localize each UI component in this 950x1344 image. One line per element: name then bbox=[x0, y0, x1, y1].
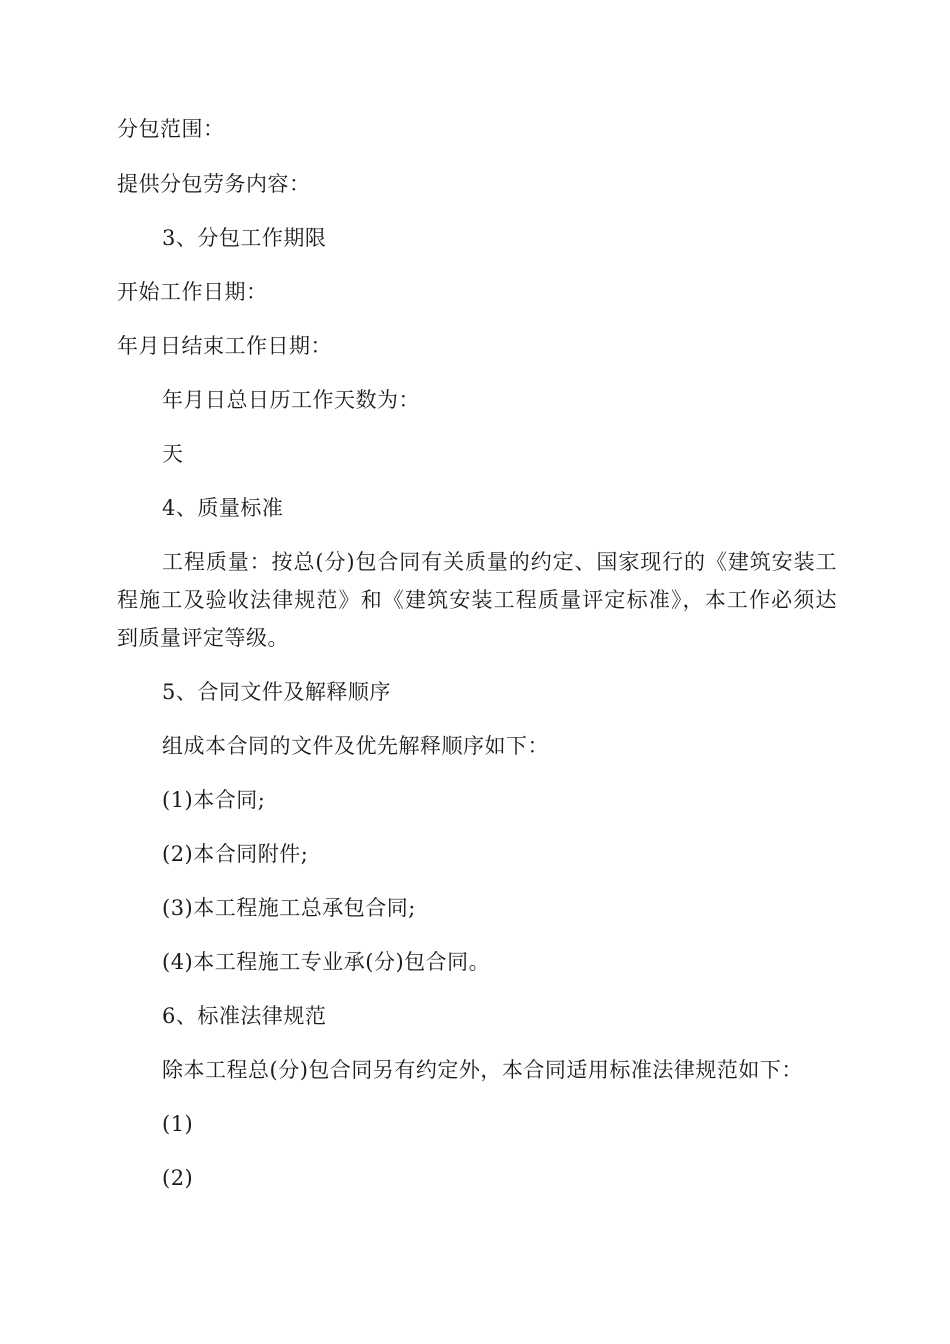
section-6-heading: 6、标准法律规范 bbox=[162, 1004, 327, 1028]
list-item: (4)本工程施工专业承(分)包合同。 bbox=[162, 950, 491, 974]
list-item: (1) bbox=[162, 1112, 194, 1136]
list-item: (1)本合同; bbox=[162, 788, 266, 812]
days-unit: 天 bbox=[162, 442, 184, 466]
section-3-heading: 3、分包工作期限 bbox=[162, 226, 327, 250]
section-4-heading: 4、质量标准 bbox=[162, 496, 284, 520]
subcontract-scope-label: 分包范围： bbox=[117, 117, 225, 141]
document-order-intro: 组成本合同的文件及优先解释顺序如下： bbox=[162, 734, 549, 758]
quality-paragraph: 工程质量：按总(分)包合同有关质量的约定、国家现行的《建筑安装工程施工及验收法律规范》和《建筑安装工程质量评定标准》，本工作必须达到质量评定等级。 bbox=[117, 550, 837, 650]
end-date-label: 年月日结束工作日期： bbox=[117, 334, 332, 358]
standards-intro: 除本工程总(分)包合同另有约定外，本合同适用标准法律规范如下： bbox=[162, 1058, 803, 1082]
section-5-heading: 5、合同文件及解释顺序 bbox=[162, 680, 391, 704]
total-days-label: 年月日总日历工作天数为： bbox=[162, 388, 420, 412]
labor-content-label: 提供分包劳务内容： bbox=[117, 172, 311, 196]
list-item: (2)本合同附件; bbox=[162, 842, 309, 866]
start-date-label: 开始工作日期： bbox=[117, 280, 268, 304]
list-item: (2) bbox=[162, 1166, 194, 1190]
list-item: (3)本工程施工总承包合同; bbox=[162, 896, 416, 920]
